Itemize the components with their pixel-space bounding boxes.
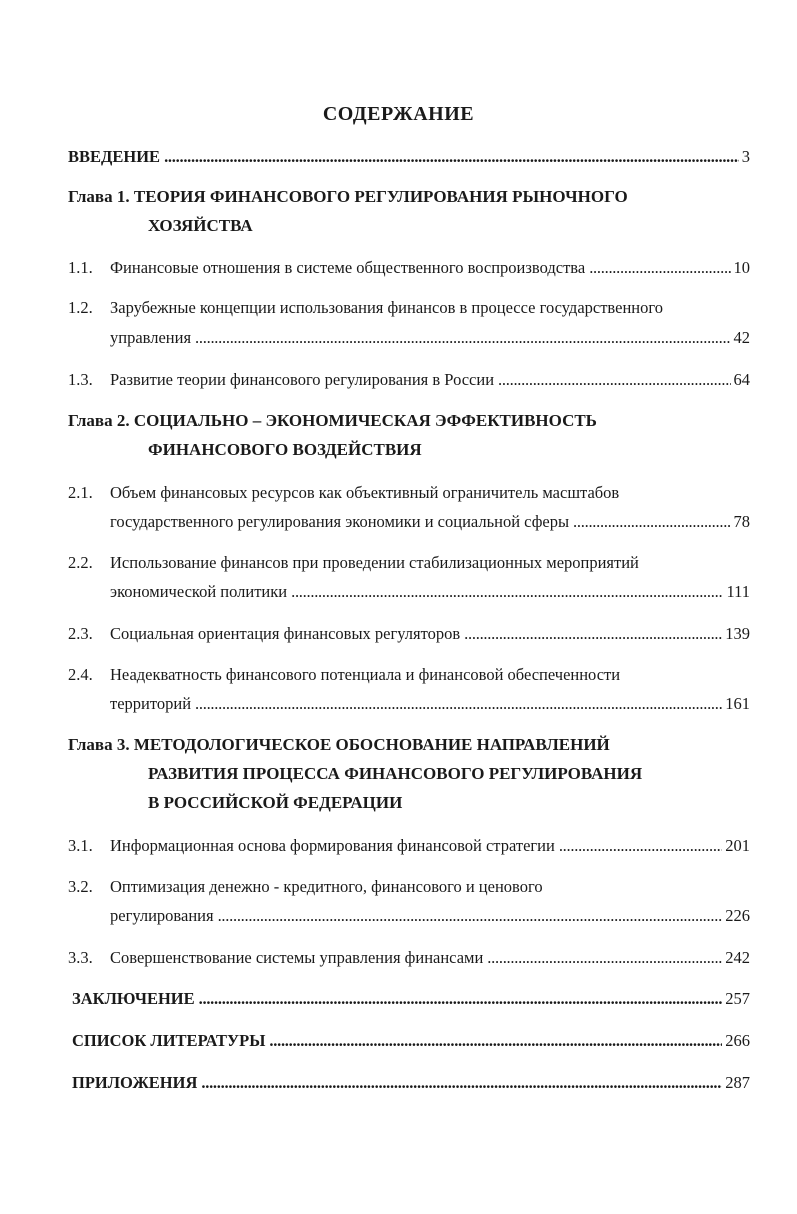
dot-leader (201, 1072, 722, 1094)
toc-entry-3-3 (110, 947, 750, 969)
toc-entry-page: 3 (741, 147, 750, 166)
toc-entry-references (72, 1030, 750, 1052)
toc-entry-page: 287 (725, 1073, 750, 1092)
section-number: 3.1. (68, 836, 93, 855)
section-page: 10 (733, 258, 750, 277)
section-title-cont: территорий (110, 694, 192, 713)
section-page: 201 (725, 836, 750, 855)
section-number: 1.1. (68, 258, 93, 277)
section-number: 2.3. (68, 624, 93, 643)
toc-entry-label: ВВЕДЕНИЕ (68, 147, 161, 166)
toc-entry-label: ПРИЛОЖЕНИЯ (72, 1073, 198, 1092)
dot-leader (195, 327, 730, 349)
toc-entry-page: 257 (725, 989, 750, 1008)
chapter-2-heading-cont: ФИНАНСОВОГО ВОЗДЕЙСТВИЯ (148, 440, 422, 459)
section-number: 1.2. (68, 298, 93, 317)
section-number: 3.3. (68, 948, 93, 967)
toc-entry-2-2 (110, 581, 750, 603)
section-title: Зарубежные концепции использования финансов в процессе государственного (110, 298, 663, 317)
section-title: Развитие теории финансового регулирования в России (110, 370, 495, 389)
dot-leader (464, 623, 722, 645)
toc-entry-1-3 (110, 369, 750, 391)
section-number: 2.4. (68, 665, 93, 684)
toc-entry-label: ЗАКЛЮЧЕНИЕ (72, 989, 195, 1008)
section-number: 1.3. (68, 370, 93, 389)
section-page: 64 (733, 370, 750, 389)
toc-entry-intro (68, 146, 750, 168)
chapter-3-heading: Глава 3. МЕТОДОЛОГИЧЕСКОЕ ОБОСНОВАНИЕ НАПРАВЛЕНИЙ (68, 735, 610, 754)
toc-entry-2-3 (110, 623, 750, 645)
dot-leader (164, 146, 739, 168)
dot-leader (498, 369, 730, 391)
toc-entry-conclusion (72, 988, 750, 1010)
section-title-cont: управления (110, 328, 192, 347)
chapter-3-heading-cont: В РОССИЙСКОЙ ФЕДЕРАЦИИ (148, 793, 403, 812)
section-title: Социальная ориентация финансовых регуляторов (110, 624, 461, 643)
section-number: 3.2. (68, 877, 93, 896)
toc-entry-2-4 (110, 693, 750, 715)
section-title-cont: государственного регулирования экономики и социальной сферы (110, 512, 570, 531)
dot-leader (218, 905, 723, 927)
toc-entry-appendix (72, 1072, 750, 1094)
toc-entry-1-2 (110, 327, 750, 349)
toc-entry-3-1 (110, 835, 750, 857)
page-title: СОДЕРЖАНИЕ (322, 103, 475, 125)
section-title-cont: экономической политики (110, 582, 288, 601)
section-number: 2.2. (68, 553, 93, 572)
section-page: 111 (726, 582, 750, 601)
section-page: 242 (725, 948, 750, 967)
toc-entry-label: СПИСОК ЛИТЕРАТУРЫ (72, 1031, 266, 1050)
dot-leader (589, 257, 730, 279)
section-title-cont: регулирования (110, 906, 214, 925)
section-title: Объем финансовых ресурсов как объективный ограничитель масштабов (110, 483, 620, 502)
section-number: 2.1. (68, 483, 93, 502)
chapter-3-heading-cont: РАЗВИТИЯ ПРОЦЕССА ФИНАНСОВОГО РЕГУЛИРОВАНИЯ (148, 764, 643, 783)
section-page: 78 (733, 512, 750, 531)
chapter-2-heading: Глава 2. СОЦИАЛЬНО – ЭКОНОМИЧЕСКАЯ ЭФФЕКТИВНОСТЬ (68, 411, 597, 430)
chapter-1-heading: Глава 1. ТЕОРИЯ ФИНАНСОВОГО РЕГУЛИРОВАНИЯ РЫНОЧНОГО (68, 187, 628, 206)
section-title: Совершенствование системы управления финансами (110, 948, 484, 967)
dot-leader (199, 988, 723, 1010)
dot-leader (291, 581, 723, 603)
section-page: 42 (733, 328, 750, 347)
section-title: Неадекватность финансового потенциала и финансовой обеспеченности (110, 665, 621, 684)
dot-leader (195, 693, 722, 715)
dot-leader (573, 511, 730, 533)
section-page: 226 (725, 906, 750, 925)
section-title: Использование финансов при проведении стабилизационных мероприятий (110, 553, 639, 572)
dot-leader (269, 1030, 722, 1052)
section-page: 161 (725, 694, 750, 713)
dot-leader (559, 835, 722, 857)
section-title: Оптимизация денежно - кредитного, финансового и ценового (110, 877, 543, 896)
section-page: 139 (725, 624, 750, 643)
section-title: Информационная основа формирования финансовой стратегии (110, 836, 555, 855)
toc-entry-2-1 (110, 511, 750, 533)
section-title: Финансовые отношения в системе общественного воспроизводства (110, 258, 586, 277)
toc-entry-1-1 (110, 257, 750, 279)
toc-entry-3-2 (110, 905, 750, 927)
chapter-1-heading-cont: ХОЗЯЙСТВА (148, 216, 253, 235)
dot-leader (487, 947, 722, 969)
toc-entry-page: 266 (725, 1031, 750, 1050)
